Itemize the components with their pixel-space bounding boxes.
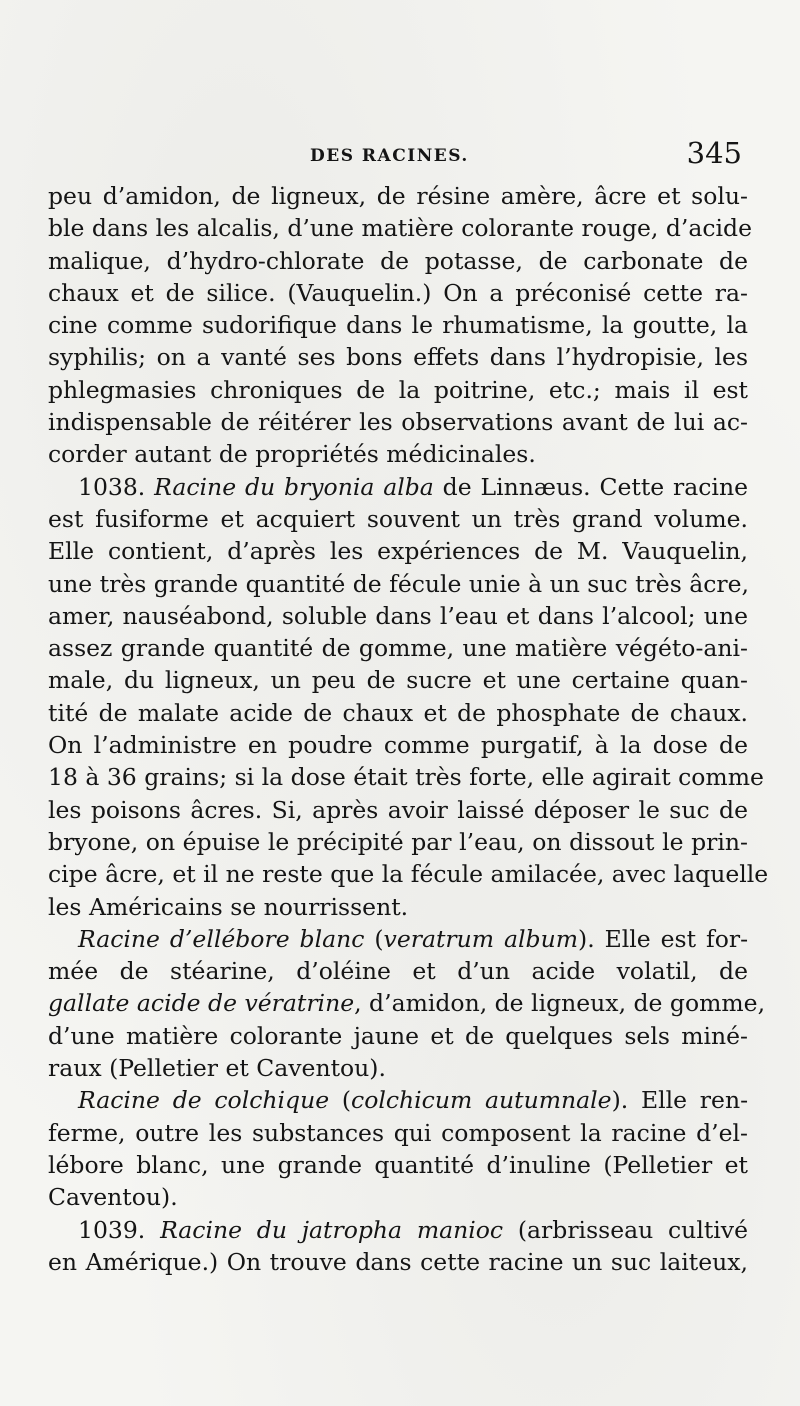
- text-line: amer, nauséabond, soluble dans l’eau et dans l’alcool; une: [48, 601, 748, 630]
- text-fragment: (arbrisseau cultivé: [503, 1215, 748, 1244]
- text-line: une très grande quantité de fécule unie à un suc très âcre,: [48, 569, 750, 598]
- text-line: ble dans les alcalis, d’une matière colorante rouge, d’acide: [48, 214, 753, 243]
- text-line: [48, 471, 748, 503]
- text-line: corder autant de propriétés médicinales.: [48, 440, 536, 469]
- paragraph-1039-jatropha: [48, 1214, 748, 1279]
- entry-heading: Racine de colchique: [78, 1086, 330, 1115]
- entry-latin-name: veratrum album: [383, 924, 579, 953]
- paragraph-continuation: [48, 180, 753, 471]
- text-line: indispensable de réitérer les observations avant de lui ac-: [48, 408, 748, 437]
- text-line: bryone, on épuise le précipité par l’eau, on dissout le prin-: [48, 827, 748, 856]
- text-line: lébore blanc, une grande quantité d’inuline (Pelletier et: [48, 1150, 748, 1179]
- text-fragment: . Elle ren-: [620, 1086, 749, 1115]
- text-line: les Américains se nourrissent.: [48, 892, 409, 921]
- text-line: est fusiforme et acquiert souvent un très grand volume.: [48, 504, 748, 533]
- page-number: 345: [686, 136, 742, 170]
- entry-number: 1039.: [78, 1215, 146, 1244]
- text-line: d’une matière colorante jaune et de quelques sels miné-: [48, 1021, 748, 1050]
- entry-heading: Racine du jatropha manioc: [160, 1215, 504, 1244]
- text-line: 18 à 36 grains; si la dose était très forte, elle agirait comme: [48, 763, 764, 792]
- paragraph-ellebore-blanc: [48, 923, 766, 1084]
- paragraph-colchique: [48, 1084, 748, 1213]
- text-line: cine comme sudorifique dans le rhumatisme, la goutte, la: [48, 311, 748, 340]
- italic-term: gallate acide de vératrine: [48, 989, 355, 1018]
- body-text: [48, 180, 769, 1278]
- entry-heading: Racine du bryonia alba: [154, 472, 434, 501]
- text-line: Racine de colchique (colchicum autumnale). Elle ren-: [78, 1086, 749, 1115]
- text-fragment: de Linnæus. Cette racine: [433, 472, 748, 501]
- text-line: ferme, outre les substances qui composent la racine d’el-: [48, 1118, 748, 1147]
- entry-latin-name: colchicum autumnale: [351, 1086, 612, 1115]
- text-line: Caventou).: [48, 1183, 178, 1212]
- text-line: malique, d’hydro-chlorate de potasse, de carbonate de: [48, 246, 748, 275]
- text-line: male, du ligneux, un peu de sucre et une certaine quan-: [48, 666, 748, 695]
- text-line: les poisons âcres. Si, après avoir laissé déposer le suc de: [48, 795, 748, 824]
- text-line: phlegmasies chroniques de la poitrine, etc.; mais il est: [48, 375, 748, 404]
- running-title: DES RACINES.: [310, 146, 469, 166]
- paragraph-1038-bryonia: [48, 471, 769, 923]
- text-line: mée de stéarine, d’oléine et d’un acide volatil, de: [48, 957, 748, 986]
- running-head: [48, 136, 748, 176]
- text-line: [48, 1214, 748, 1246]
- text-line: chaux et de silice. (Vauquelin.) On a préconisé cette ra-: [48, 278, 748, 307]
- text-line: Racine d’ellébore blanc (veratrum album). Elle est for-: [78, 924, 749, 953]
- entry-number: 1038.: [78, 472, 146, 501]
- text-line: assez grande quantité de gomme, une matière végéto-ani-: [48, 634, 748, 663]
- text-line: raux (Pelletier et Caventou).: [48, 1054, 386, 1083]
- text-fragment: , d’amidon, de ligneux, de gomme,: [354, 989, 766, 1018]
- entry-heading: Racine d’ellébore blanc: [78, 924, 365, 953]
- text-line: cipe âcre, et il ne reste que la fécule amilacée, avec laquelle: [48, 860, 769, 889]
- text-line: tité de malate acide de chaux et de phosphate de chaux.: [48, 698, 748, 727]
- text-line: On l’administre en poudre comme purgatif, à la dose de: [48, 731, 748, 760]
- text-line: en Amérique.) On trouve dans cette racine un suc laiteux,: [48, 1247, 748, 1276]
- text-line: [48, 987, 766, 1019]
- text-line: syphilis; on a vanté ses bons effets dans l’hydropisie, les: [48, 343, 748, 372]
- text-line: Elle contient, d’après les expériences de M. Vauquelin,: [48, 537, 748, 566]
- text-line: peu d’amidon, de ligneux, de résine amère, âcre et solu-: [48, 182, 748, 210]
- text-fragment: . Elle est for-: [587, 924, 749, 953]
